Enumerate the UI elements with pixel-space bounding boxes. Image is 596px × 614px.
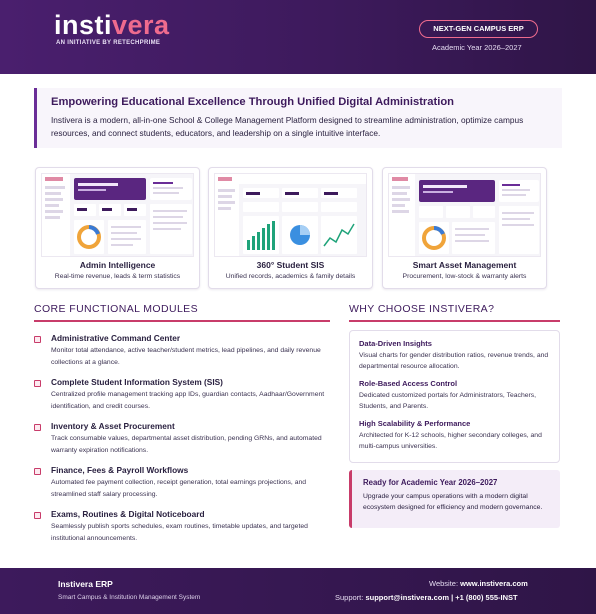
footer-support <box>335 593 518 602</box>
brand-logo: instivera <box>54 10 170 40</box>
support-label: Support: <box>335 593 364 602</box>
module-title: Administrative Command Center <box>51 333 181 343</box>
why-rule <box>349 320 560 322</box>
module-title: Complete Student Information System (SIS) <box>51 377 223 387</box>
module-desc: Automated fee payment collection, receipt generation, total earnings projections, and streamlined staff salary processing. <box>51 479 307 498</box>
core-modules-heading: CORE FUNCTIONAL MODULES <box>34 303 198 315</box>
ready-desc: Upgrade your campus operations with a modern digital ecosystem designed for efficiency and modern governance. <box>363 493 543 511</box>
screenshot-card-sis <box>208 167 373 289</box>
ready-panel <box>349 470 560 528</box>
intro-body: Instivera is a modern, all-in-one School & College Management Platform designed to streamline administration, optimize campus resources, and connect students, educators, and leadership on a single intuitive interface. <box>51 115 524 138</box>
header-banner <box>0 0 596 74</box>
why-item <box>359 379 554 412</box>
module-desc: Track consumable values, departmental asset distribution, pending GRNs, and automated warranty expiration notifications. <box>51 435 322 454</box>
module-bullet-icon <box>34 468 41 475</box>
footer-bar <box>0 568 596 614</box>
erp-badge: NEXT-GEN CAMPUS ERP <box>419 20 538 38</box>
module-bullet-icon <box>34 424 41 431</box>
why-item-title: Data-Driven Insights <box>359 339 432 348</box>
admin-dashboard-illustration <box>42 174 194 257</box>
why-heading: WHY CHOOSE INSTIVERA? <box>349 303 495 315</box>
website-link[interactable]: www.instivera.com <box>460 579 528 588</box>
screenshot-title: 360° Student SIS <box>256 260 325 270</box>
asset-dashboard-thumbnail <box>388 173 541 257</box>
asset-dashboard-illustration <box>389 174 541 257</box>
intro-heading: Empowering Educational Excellence Through Unified Digital Administration <box>51 96 455 108</box>
why-item <box>359 419 554 452</box>
admin-dashboard-thumbnail <box>41 173 194 257</box>
why-item-desc: Visual charts for gender distribution ratios, revenue trends, and departmental resource allocation. <box>359 352 549 370</box>
why-item <box>359 339 554 372</box>
module-title: Exams, Routines & Digital Noticeboard <box>51 509 205 519</box>
why-panel <box>349 330 560 463</box>
module-bullet-icon <box>34 380 41 387</box>
screenshot-caption: Procurement, low-stock & warranty alerts <box>402 273 527 280</box>
academic-year: Academic Year 2026–2027 <box>432 43 522 52</box>
footer-website <box>429 579 528 588</box>
intro-panel <box>34 88 562 148</box>
module-title: Finance, Fees & Payroll Workflows <box>51 465 189 475</box>
website-label: Website: <box>429 579 459 588</box>
brand-tagline: AN INITIATIVE BY RETECHPRIME <box>56 40 161 46</box>
why-item-desc: Architected for K-12 schools, higher secondary colleges, and multi-campus universities. <box>359 432 542 450</box>
screenshot-card-admin <box>35 167 200 289</box>
screenshot-title: Smart Asset Management <box>412 260 517 270</box>
screenshot-caption: Unified records, academics & family details <box>225 273 356 280</box>
module-bullet-icon <box>34 512 41 519</box>
ready-title: Ready for Academic Year 2026–2027 <box>363 478 498 487</box>
core-modules-rule <box>34 320 330 322</box>
module-title: Inventory & Asset Procurement <box>51 421 175 431</box>
why-item-title: High Scalability & Performance <box>359 419 471 428</box>
support-contact[interactable]: support@instivera.com | +1 (800) 555-INST <box>365 593 518 602</box>
module-desc: Seamlessly publish sports schedules, exam routines, timetable updates, and targeted institutional announcements. <box>51 523 308 542</box>
why-item-title: Role-Based Access Control <box>359 379 458 388</box>
module-desc: Centralized profile management tracking app IDs, guardian contacts, Aadhaar/Government identification, and credit courses. <box>51 391 325 410</box>
sis-dashboard-illustration <box>215 174 367 257</box>
module-desc: Monitor total attendance, active teacher/student metrics, lead pipelines, and daily revenue collections at a glance. <box>51 347 321 366</box>
footer-subtitle: Smart Campus & Institution Management System <box>58 594 201 601</box>
why-item-desc: Dedicated customized portals for Administrators, Teachers, Students, and Parents. <box>359 392 537 410</box>
sis-dashboard-thumbnail <box>214 173 367 257</box>
screenshot-title: Admin Intelligence <box>79 260 156 270</box>
module-bullet-icon <box>34 336 41 343</box>
screenshot-card-assets <box>382 167 547 289</box>
footer-brand: Instivera ERP <box>58 579 113 589</box>
screenshot-caption: Real-time revenue, leads & term statistics <box>54 273 181 280</box>
